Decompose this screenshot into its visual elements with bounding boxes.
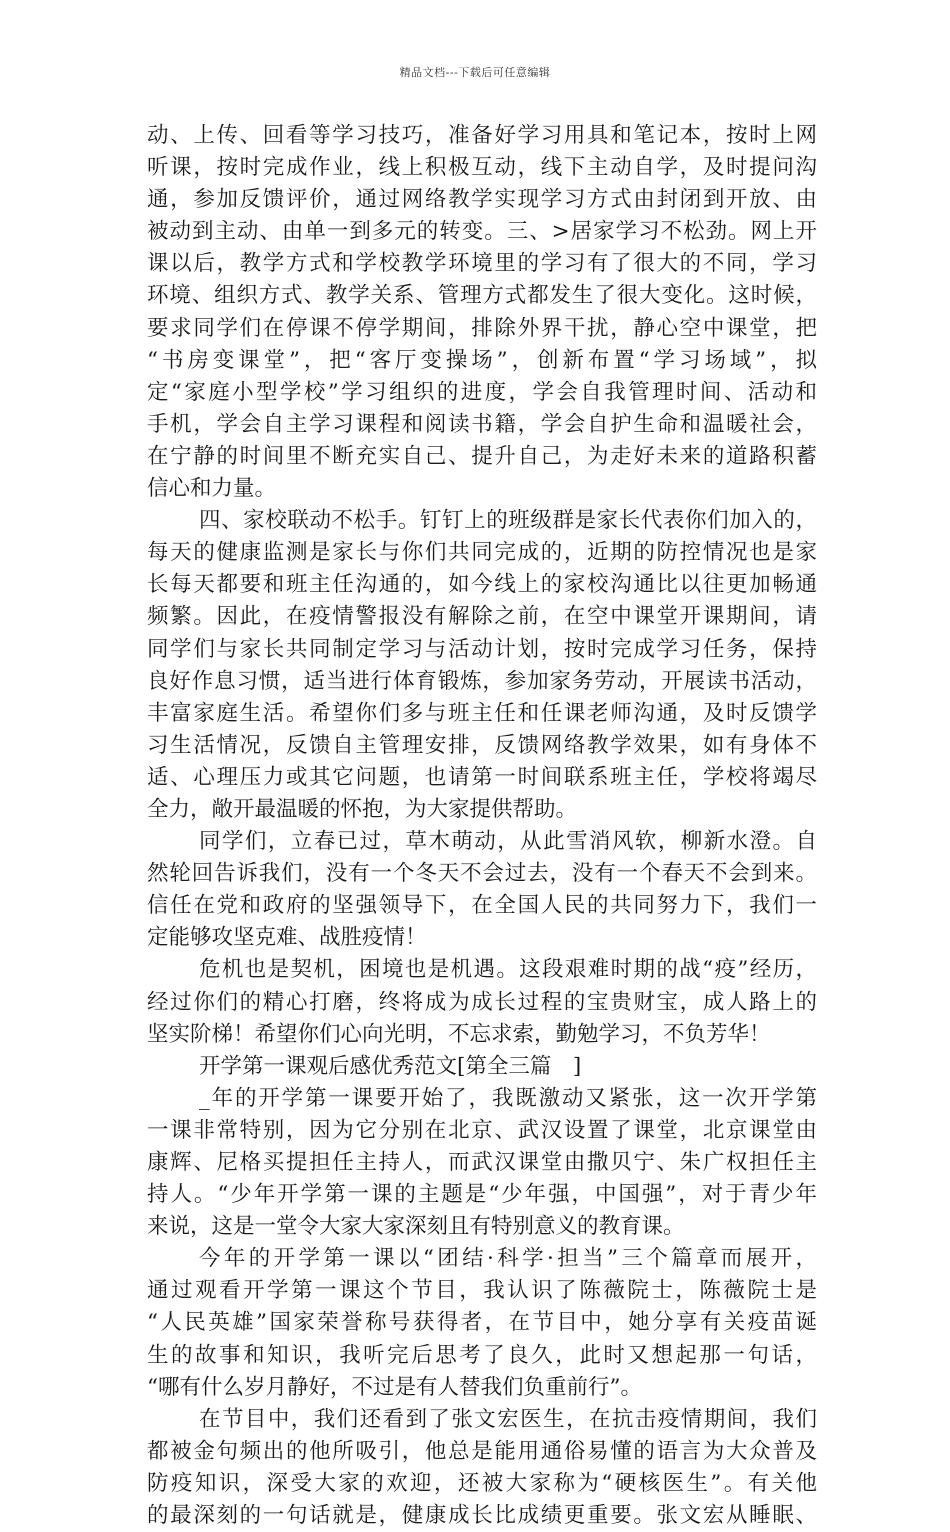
text-line: 同学们与家长共同制定学习与活动计划，按时完成学习任务，保持: [147, 636, 817, 662]
text-line: 手机，学会自主学习课程和阅读书籍，学会自护生命和温暖社会，: [147, 411, 817, 437]
text-line: 听课，按时完成作业，线上积极互动，线下主动自学，及时提问沟: [147, 155, 817, 181]
text-line: 在节目中，我们还看到了张文宏医生，在抗击疫情期间，我们: [199, 1406, 817, 1432]
text-line: 动、上传、回看等学习技巧，准备好学习用具和笔记本，按时上网: [147, 123, 817, 148]
text-line: 生的故事和知识，我听完后思考了良久，此时又想起那一句话，: [147, 1342, 817, 1368]
document-body: [147, 120, 817, 1532]
text-line: 的最深刻的一句话就是，健康成长比成绩更重要。张文宏从睡眠、: [147, 1503, 817, 1529]
text-line: 定能够攻坚克难、战胜疫情！: [147, 925, 427, 951]
text-line: “书房变课堂”，把“客厅变操场”，创新布置“学习场域”，拟: [147, 347, 817, 373]
text-line: 一课非常特别，因为它分别在北京、武汉设置了课堂，北京课堂由: [147, 1117, 817, 1143]
text-line: 今年的开学第一课以“团结·科学·担当”三个篇章而展开，: [199, 1246, 817, 1272]
text-line: 都被金句频出的他所吸引，他总是能用通俗易懂的语言为大众普及: [147, 1438, 817, 1464]
text-line: 要求同学们在停课不停学期间，排除外界干扰，静心空中课堂，把: [147, 315, 817, 341]
text-line: 长每天都要和班主任沟通的，如今线上的家校沟通比以往更加畅通: [147, 572, 817, 598]
text-line: 每天的健康监测是家长与你们共同完成的，近期的防控情况也是家: [147, 540, 817, 566]
text-line: 通，参加反馈评价，通过网络教学实现学习方式由封闭到开放、由: [147, 187, 817, 213]
text-line: 适、心理压力或其它问题，也请第一时间联系班主任，学校将竭尽: [147, 764, 817, 790]
text-line: 开学第一课观后感优秀范文[第全三篇 ]: [199, 1053, 582, 1079]
text-line: 四、家校联动不松手。钉钉上的班级群是家长代表你们加入的，: [199, 508, 817, 534]
text-line: 在宁静的时间里不断充实自己、提升自己，为走好未来的道路积蓄: [147, 443, 817, 469]
text-line: _年的开学第一课要开始了，我既激动又紧张，这一次开学第: [199, 1085, 817, 1111]
text-line: 康辉、尼格买提担任主持人，而武汉课堂由撒贝宁、朱广权担任主: [147, 1150, 817, 1175]
text-line: 频繁。因此，在疫情警报没有解除之前，在空中课堂开课期间，请: [147, 604, 817, 630]
text-line: 全力，敞开最温暖的怀抱，为大家提供帮助。: [147, 796, 578, 822]
text-line: “哪有什么岁月静好，不过是有人替我们负重前行”。: [147, 1374, 642, 1400]
text-line: 环境、组织方式、教学关系、管理方式都发生了很大变化。这时候，: [147, 283, 817, 309]
text-line: 信心和力量。: [147, 476, 277, 502]
page-header: 精品文档---下载后可任意编辑: [399, 66, 551, 79]
text-line: 被动到主动、由单一到多元的转变。三、>居家学习不松劲。网上开: [147, 219, 817, 245]
text-line: 防疫知识，深受大家的欢迎，还被大家称为“硬核医生”。有关他: [147, 1470, 817, 1496]
text-line: 坚实阶梯！希望你们心向光明，不忘求索，勤勉学习，不负芳华！: [147, 1021, 771, 1047]
text-line: 定“家庭小型学校”学习组织的进度，学会自我管理时间、活动和: [147, 379, 817, 405]
text-line: 良好作息习惯，适当进行体育锻炼，参加家务劳动，开展读书活动，: [147, 668, 817, 694]
text-line: 信任在党和政府的坚强领导下，在全国人民的共同努力下，我们一: [147, 893, 817, 919]
text-line: 课以后，教学方式和学校教学环境里的学习有了很大的不同，学习: [147, 251, 817, 277]
text-line: 持人。“少年开学第一课的主题是“少年强，中国强”，对于青少年: [147, 1182, 817, 1208]
text-line: 来说，这是一堂令大家大家深刻且有特别意义的教育课。: [147, 1214, 685, 1240]
text-line: 通过观看开学第一课这个节目，我认识了陈薇院士，陈薇院士是: [147, 1278, 817, 1304]
text-line: 丰富家庭生活。希望你们多与班主任和任课老师沟通，及时反馈学: [147, 700, 817, 726]
text-line: 经过你们的精心打磨，终将成为成长过程的宝贵财宝，成人路上的: [147, 989, 817, 1015]
text-line: 然轮回告诉我们，没有一个冬天不会过去，没有一个春天不会到来。: [147, 861, 817, 887]
text-line: “人民英雄”国家荣誉称号获得者，在节目中，她分享有关疫苗诞: [147, 1310, 817, 1336]
text-line: 同学们，立春已过，草木萌动，从此雪消风软，柳新水澄。自: [199, 829, 817, 855]
text-line: 危机也是契机，困境也是机遇。这段艰难时期的战“疫”经历，: [199, 957, 817, 983]
text-line: 习生活情况，反馈自主管理安排，反馈网络教学效果，如有身体不: [147, 732, 817, 758]
